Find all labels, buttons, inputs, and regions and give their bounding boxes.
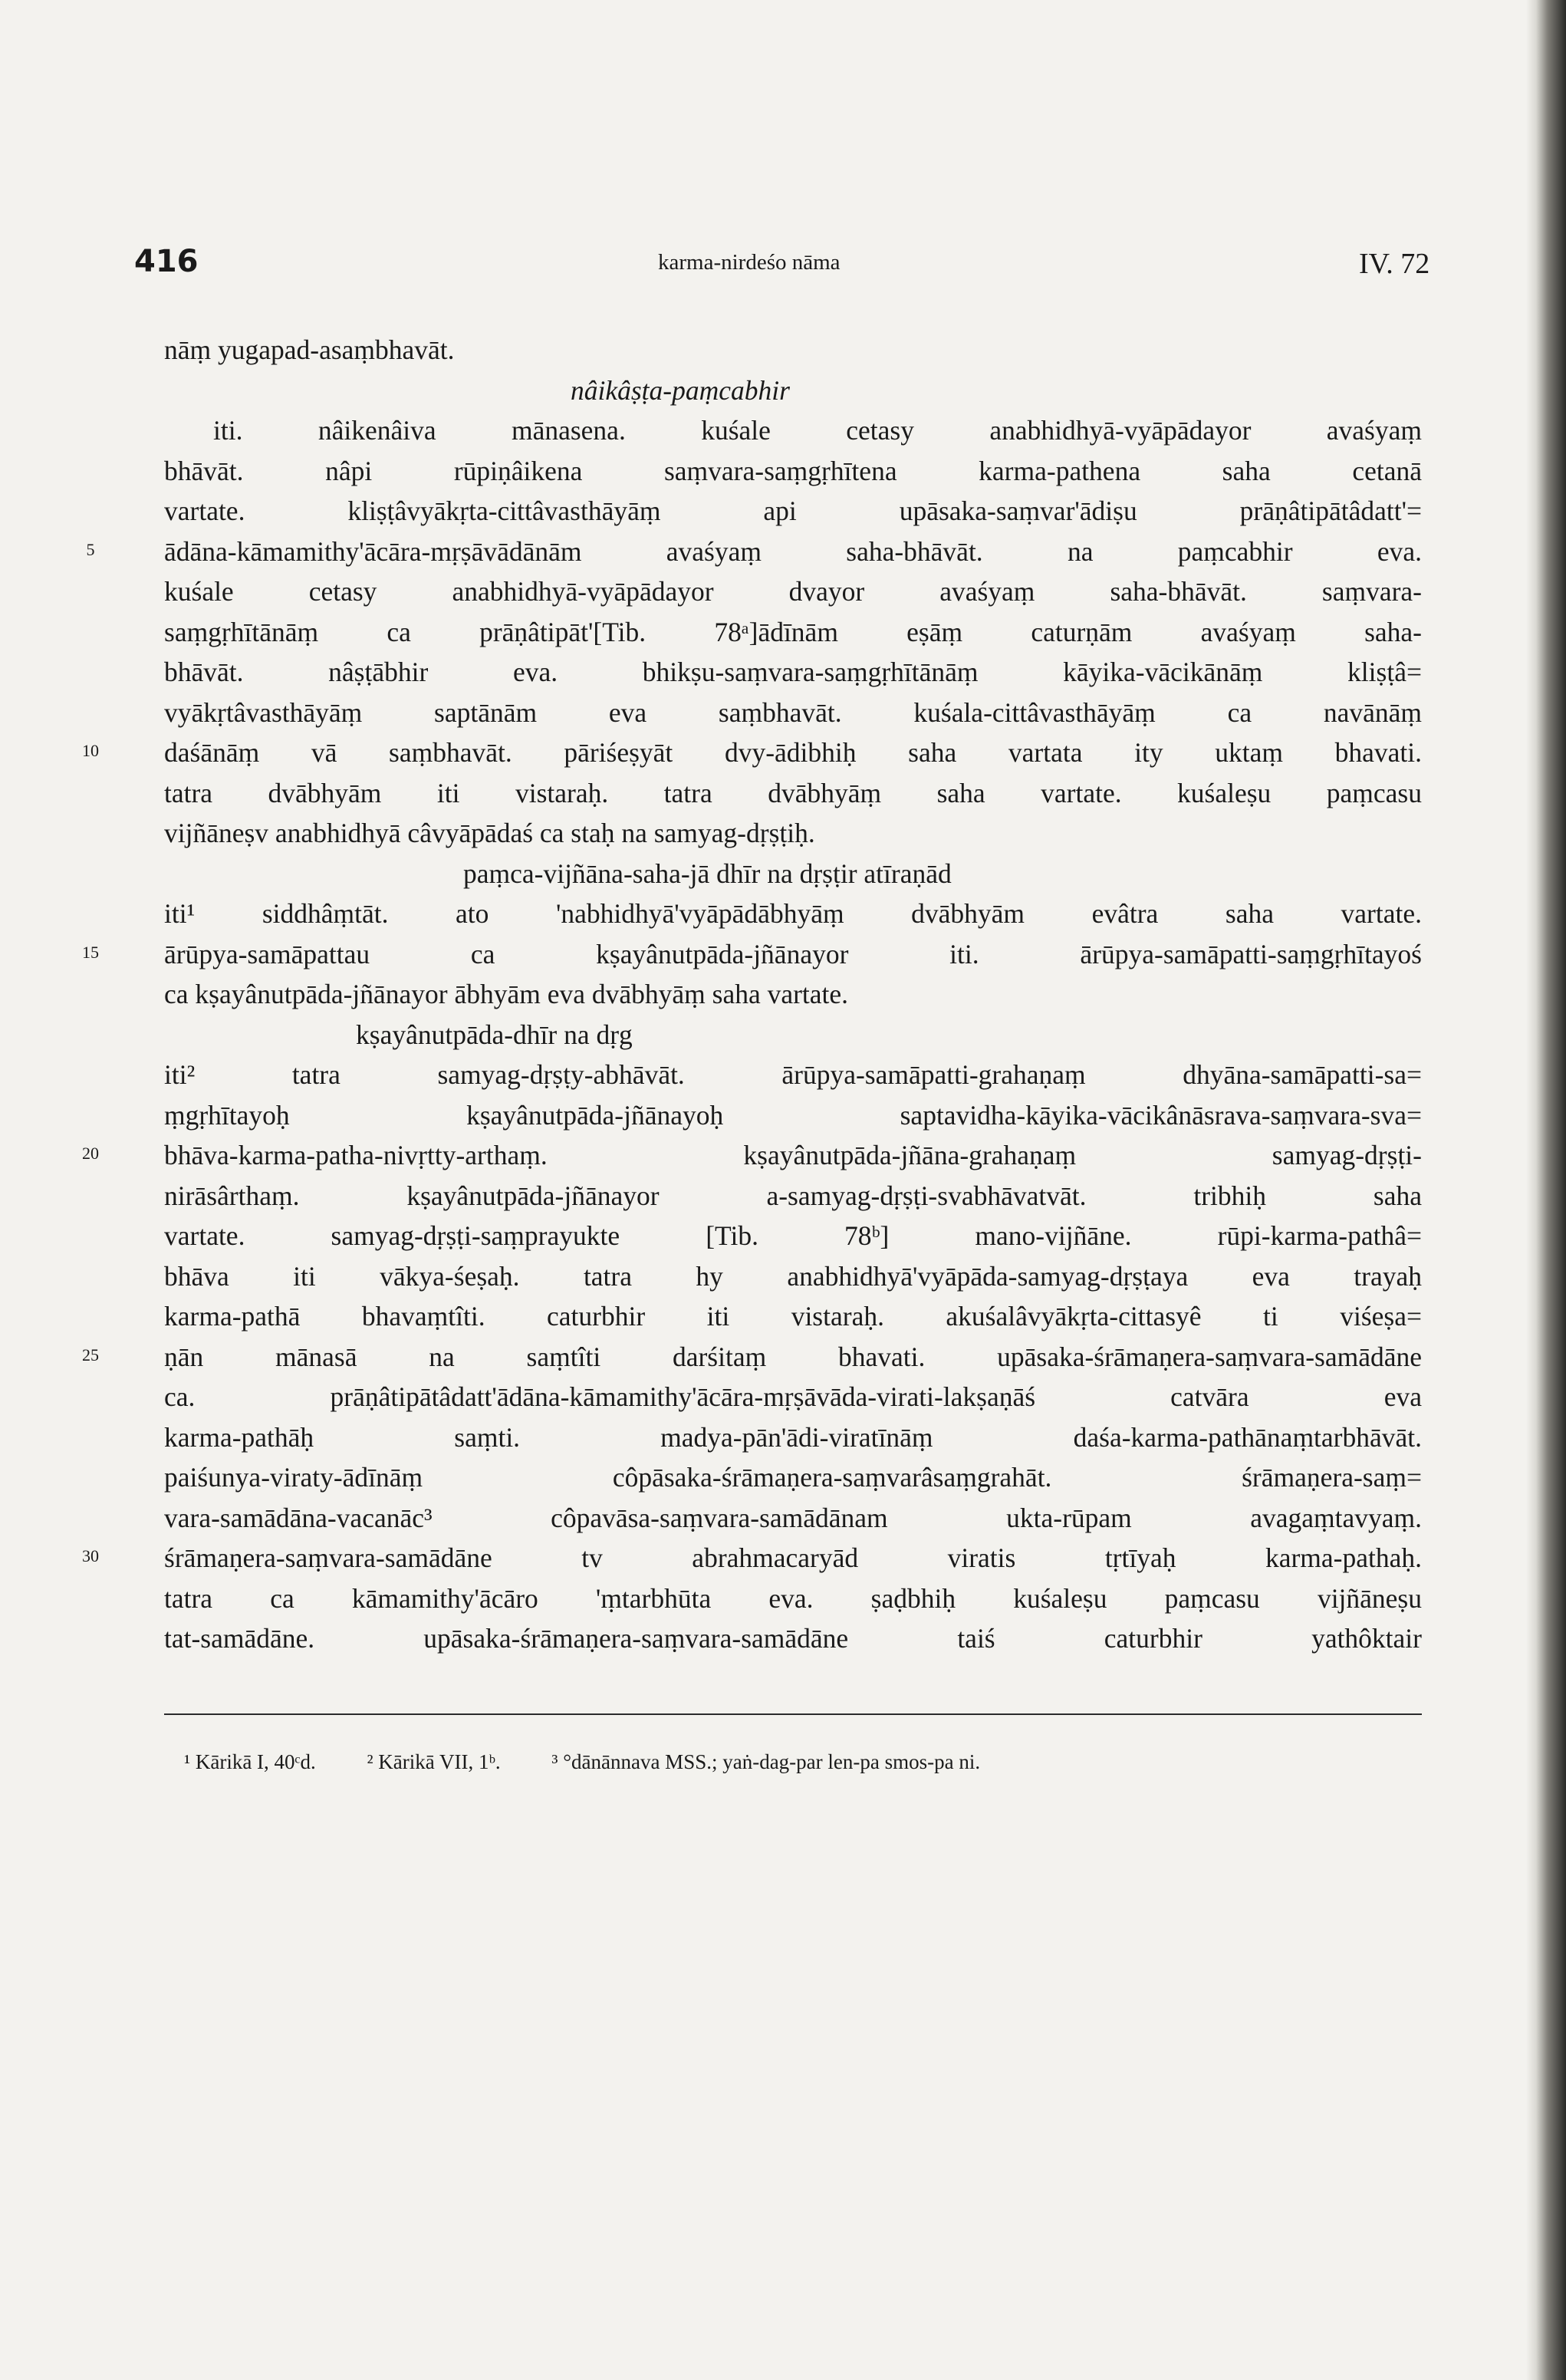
text-line: ca kṣayânutpāda-jñānayor ābhyām eva dvābhyāṃ saha vartate. [164,979,849,1009]
page-number: 416 [134,244,199,279]
text-line: iti¹ siddhâṃtāt. ato 'nabhidhyā'vyāpādābhyāṃ dvābhyām evâtra saha vartate. [164,898,1422,929]
footnote-1: ¹ Kārikā I, 40ᶜd. [184,1750,316,1773]
text-line: bhāvāt. nâpi rūpiṇâikena saṃvara-saṃgṛhītena karma-pathena saha cetanā [164,455,1422,486]
footnote-2: ² Kārikā VII, 1ᵇ. [367,1750,501,1773]
section-number: IV. 72 [1359,248,1430,280]
text-line: ārūpya-samāpattau ca kṣayânutpāda-jñānayor iti. ārūpya-samāpatti-saṃgṛhītayoś [164,938,1422,969]
footnote-3: ³ °dānānnava MSS.; yaṅ-dag-par len-pa smos-pa ni. [551,1750,981,1773]
text-line: nāṃ yugapad-asaṃbhavāt. [164,334,455,365]
text-line: daśānāṃ vā saṃbhavāt. pāriśeṣyāt dvy-ādibhiḥ saha vartata ity uktaṃ bhavati. [164,737,1422,768]
text-line: saṃgṛhītānāṃ ca prāṇâtipāt'[Tib. 78ᵃ]ādīnām eṣāṃ caturṇām avaśyaṃ saha- [164,616,1422,647]
text-line: iti. nâikenâiva mānasena. kuśale cetasy anabhidhyā-vyāpādayor avaśyaṃ [213,415,1422,446]
text-line: ādāna-kāmamithy'ācāra-mṛṣāvādānām avaśyaṃ saha-bhāvāt. na paṃcabhir eva. [164,535,1422,567]
text-line: vartate. kliṣṭâvyākṛta-cittâvasthāyāṃ api upāsaka-saṃvar'ādiṣu prāṇâtipātâdatt'= [164,495,1422,526]
text-line: ṃgṛhītayoḥ kṣayânutpāda-jñānayoḥ saptavidha-kāyika-vācikânāsrava-saṃvara-sva= [164,1099,1422,1131]
footnote-divider [164,1713,1422,1715]
text-line: karma-pathā bhavaṃtîti. caturbhir iti vistaraḥ. akuśalâvyākṛta-cittasyê ti viśeṣa= [164,1301,1422,1332]
text-line: ca. prāṇâtipātâdatt'ādāna-kāmamithy'ācāra-mṛṣāvāda-virati-lakṣaṇāś catvāra eva [164,1381,1422,1412]
text-line: ṇān mānasā na saṃtîti darśitaṃ bhavati. upāsaka-śrāmaṇera-saṃvara-samādāne [164,1341,1422,1372]
body-text [164,330,1422,1659]
line-number: 25 [82,1345,99,1364]
page-header [0,244,1566,290]
line-number: 20 [82,1144,99,1163]
text-line: paiśunya-viraty-ādīnāṃ côpāsaka-śrāmaṇera-saṃvarâsaṃgrahāt. śrāmaṇera-saṃ= [164,1462,1422,1493]
line-number: 15 [82,943,99,962]
line-number: 5 [86,540,95,559]
text-line: vijñāneṣv anabhidhyā câvyāpādaś ca staḥ na samyag-dṛṣṭiḥ. [164,818,815,848]
text-line: vara-samādāna-vacanāc³ côpavāsa-saṃvara-samādānam ukta-rūpam avagaṃtavyaṃ. [164,1502,1422,1533]
text-line: vyākṛtâvasthāyāṃ saptānām eva saṃbhavāt. kuśala-cittâvasthāyāṃ ca navānāṃ [164,696,1422,728]
line-number: 10 [82,741,99,760]
text-line: iti² tatra samyag-dṛṣṭy-abhāvāt. ārūpya-samāpatti-grahaṇaṃ dhyāna-samāpatti-sa= [164,1059,1422,1090]
text-line: śrāmaṇera-saṃvara-samādāne tv abrahmacaryād viratis tṛtīyaḥ karma-pathaḥ. [164,1542,1422,1573]
text-line: nirāsârthaṃ. kṣayânutpāda-jñānayor a-samyag-dṛṣṭi-svabhāvatvāt. tribhiḥ saha [164,1180,1422,1211]
line-number: 30 [82,1546,99,1565]
running-title: karma-nirdeśo nāma [658,250,841,275]
text-line: tatra ca kāmamithy'ācāro 'ṃtarbhūta eva. ṣaḍbhiḥ kuśaleṣu paṃcasu vijñāneṣu [164,1582,1422,1614]
text-line: vartate. samyag-dṛṣṭi-saṃprayukte [Tib. 78ᵇ] mano-vijñāne. rūpi-karma-pathâ= [164,1220,1422,1251]
text-line: tat-samādāne. upāsaka-śrāmaṇera-saṃvara-samādāne taiś caturbhir yathôktair [164,1623,1422,1654]
text-line: bhāva-karma-patha-nivṛtty-arthaṃ. kṣayânutpāda-jñāna-grahaṇaṃ samyag-dṛṣṭi- [164,1140,1422,1170]
verse-line: nâikâṣṭa-paṃcabhir [571,374,790,406]
text-line: tatra dvābhyām iti vistaraḥ. tatra dvābhyāṃ saha vartate. kuśaleṣu paṃcasu [164,777,1422,808]
verse-line: paṃca-vijñāna-saha-jā dhīr na dṛṣṭir atīraṇād [463,858,952,889]
footnotes [184,1750,1411,1774]
verse-line: kṣayânutpāda-dhīr na dṛg [356,1019,633,1050]
text-line: bhāvāt. nâṣṭābhir eva. bhikṣu-saṃvara-saṃgṛhītānāṃ kāyika-vācikānāṃ kliṣṭâ= [164,657,1422,687]
text-line: kuśale cetasy anabhidhyā-vyāpādayor dvayor avaśyaṃ saha-bhāvāt. saṃvara- [164,576,1422,607]
text-line: bhāva iti vākya-śeṣaḥ. tatra hy anabhidhyā'vyāpāda-samyag-dṛṣṭaya eva trayaḥ [164,1260,1422,1292]
text-line: karma-pathāḥ saṃti. madya-pān'ādi-viratīnāṃ daśa-karma-pathānaṃtarbhāvāt. [164,1421,1422,1453]
page-binding-edge [1526,0,1566,2380]
